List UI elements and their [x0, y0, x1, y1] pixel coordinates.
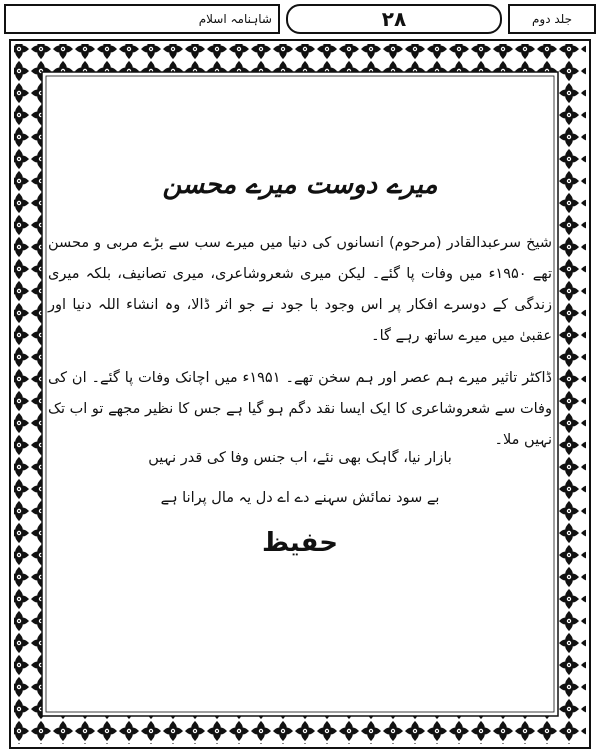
- book-title-box: [4, 4, 280, 34]
- paragraph-1: شیخ سرعبدالقادر (مرحوم) انسانوں کی دنیا میں میرے سب سے بڑے مربی و محسن تھے ۱۹۵۰ء میں وفات پا گئے۔ لیکن میری شعروشاعری، میری تصانیف، بلکہ میری زندگی کے دوسرے افکار پر اس وجود با جود نے جو اثر ڈالا، وہ انشاء اللہ دنیا اور عقبیٰ میں میرے ساتھ رہے گا۔: [48, 235, 553, 344]
- page-header: [4, 4, 596, 34]
- page-content: [48, 78, 552, 716]
- volume-box: [508, 4, 596, 34]
- verse-line-2: بے سود نمائش سہنے دے اے دل یہ مال پرانا ہے: [160, 490, 440, 506]
- article-title: میرے دوست میرے محسن: [162, 170, 438, 200]
- volume-label: جلد دوم: [531, 12, 573, 26]
- author-signature: حفیظ: [262, 528, 338, 558]
- book-title: شاہنامہ اسلام: [198, 12, 272, 26]
- page-number-box: [286, 4, 502, 34]
- paragraph-2: ڈاکٹر تاثیر میرے ہم عصر اور ہم سخن تھے۔ ۱۹۵۱ء میں اچانک وفات پا گئے۔ ان کی وفات سے شعروشاعری کا ایک ایسا نقد دگم ہو گیا ہے جس کا نظیر مجھے تو اب تک نہیں ملا۔: [48, 370, 553, 448]
- page-number: ۲۸: [381, 7, 407, 31]
- verse-line-1: بازار نیا، گاہک بھی نئے، اب جنس وفا کی قدر نہیں: [148, 450, 452, 466]
